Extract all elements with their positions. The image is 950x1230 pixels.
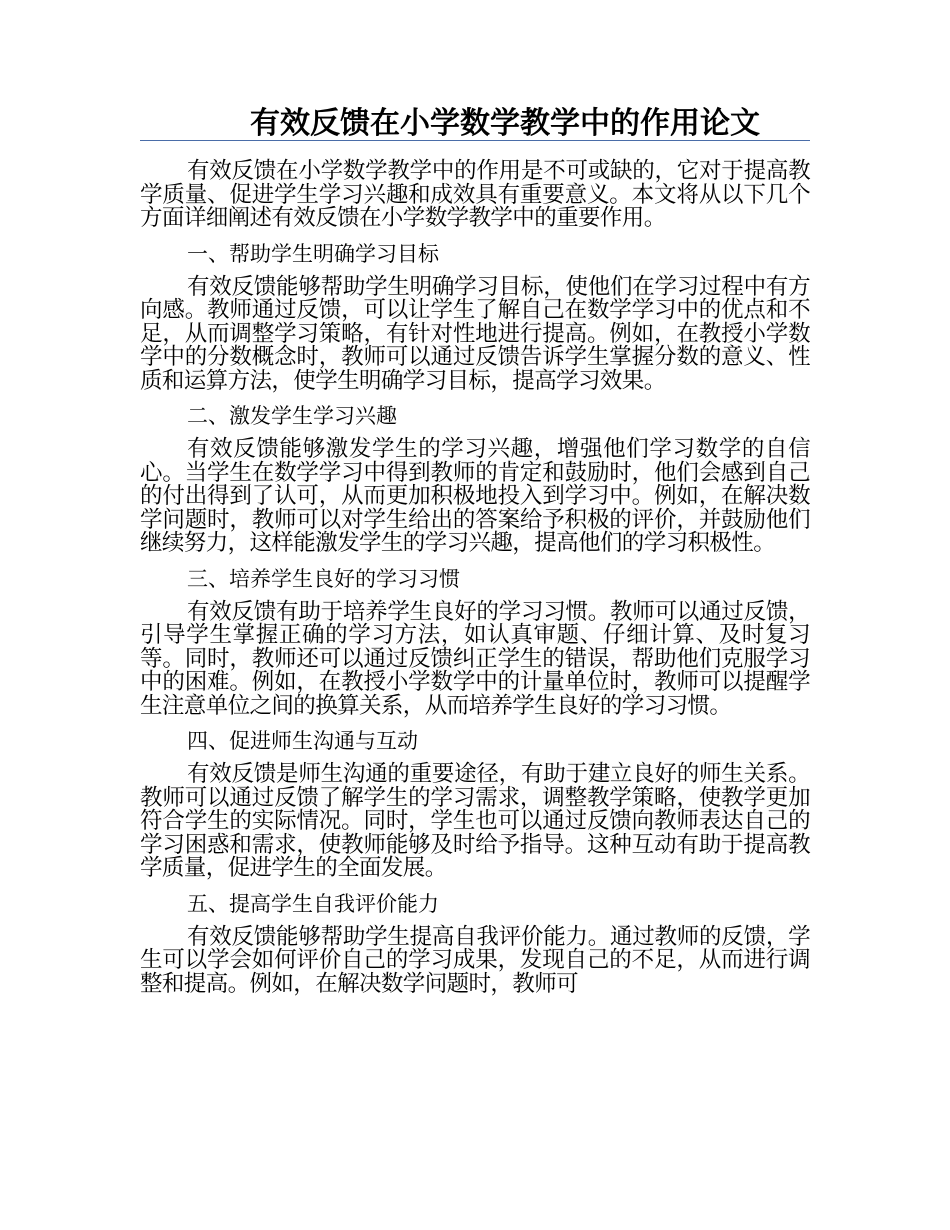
section-heading-1: 一、帮助学生明确学习目标 <box>187 241 439 266</box>
section-paragraph-5: 有效反馈能够帮助学生提高自我评价能力。通过教师的反馈，学生可以学会如何评价自己的学习成果，发现自己的不足，从而进行调整和提高。例如，在解决数学问题时，教师可 <box>140 923 810 997</box>
intro-paragraph: 有效反馈在小学数学教学中的作用是不可或缺的，它对于提高教学质量、促进学生学习兴趣和成效具有重要意义。本文将从以下几个方面详细阐述有效反馈在小学数学教学中的重要作用。 <box>140 158 810 231</box>
section-heading-4: 四、促进师生沟通与互动 <box>187 729 418 753</box>
section-heading-5: 五、提高学生自我评价能力 <box>187 891 439 916</box>
section-paragraph-2: 有效反馈能够激发学生的学习兴趣，增强他们学习数学的自信心。当学生在数学学习中得到教师的肯定和鼓励时，他们会感到自己的付出得到了认可，从而更加积极地投入到学习中。例如，在解决数学问题时，教师可以对学生给出的答案给予积极的评价，并鼓励他们继续努力，这样能激发学生的学习兴趣，提高他们的学习积极性。 <box>140 436 810 556</box>
section-heading-3: 三、培养学生良好的学习习惯 <box>187 566 460 591</box>
document-body <box>140 160 810 996</box>
section-paragraph-3: 有效反馈有助于培养学生良好的学习习惯。教师可以通过反馈，引导学生掌握正确的学习方法，如认真审题、仔细计算、及时复习等。同时，教师还可以通过反馈纠正学生的错误，帮助他们克服学习中的困难。例如，在教授小学数学中的计量单位时，教师可以提醒学生注意单位之间的换算关系，从而培养学生良好的学习习惯。 <box>140 598 810 719</box>
document-title: 有效反馈在小学数学教学中的作用论文 <box>250 106 760 141</box>
section-paragraph-4: 有效反馈是师生沟通的重要途径，有助于建立良好的师生关系。教师可以通过反馈了解学生的学习需求，调整教学策略，使教学更加符合学生的实际情况。同时，学生也可以通过反馈向教师表达自己的学习困惑和需求，使教师能够及时给予指导。这种互动有助于提高教学质量，促进学生的全面发展。 <box>140 761 810 881</box>
section-heading-2: 二、激发学生学习兴趣 <box>187 404 397 428</box>
title-underline <box>140 140 810 141</box>
section-paragraph-1: 有效反馈能够帮助学生明确学习目标，使他们在学习过程中有方向感。教师通过反馈，可以让学生了解自己在数学学习中的优点和不足，从而调整学习策略，有针对性地进行提高。例如，在教授小学数学中的分数概念时，教师可以通过反馈告诉学生掌握分数的意义、性质和运算方法，使学生明确学习目标，提高学习效果。 <box>140 273 810 394</box>
